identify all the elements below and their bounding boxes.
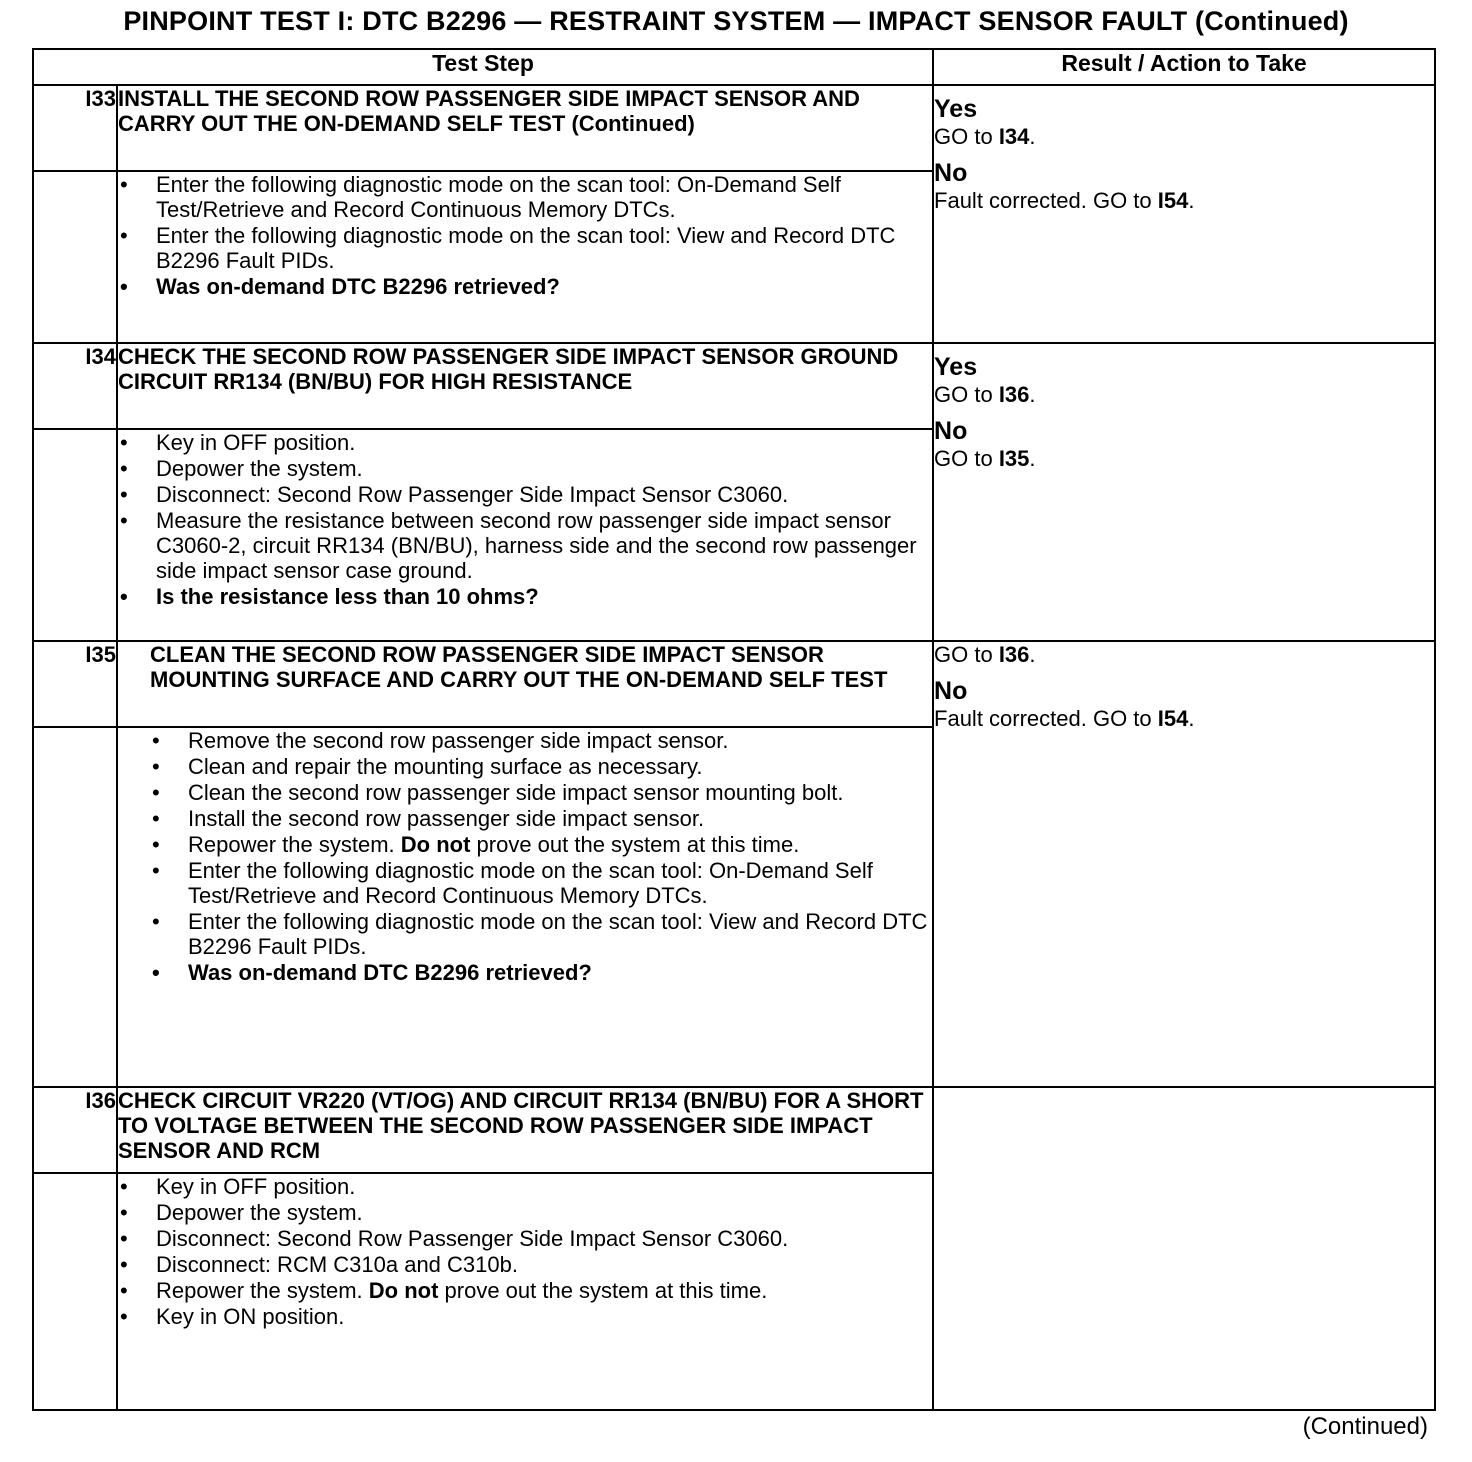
result-no-label: No	[934, 159, 968, 187]
result-yes-label: Yes	[934, 353, 978, 381]
step-number: I33	[33, 85, 117, 171]
list-item: • Repower the system. Do not prove out the system at this time.	[118, 1278, 932, 1303]
step-title: CHECK THE SECOND ROW PASSENGER SIDE IMPACT SENSOR GROUND CIRCUIT RR134 (BN/BU) FOR HIGH RESISTANCE	[117, 343, 933, 429]
step-body	[117, 727, 933, 1087]
result-no-label: No	[934, 417, 968, 445]
step-body	[117, 429, 933, 641]
result-no-action: GO to I35.	[934, 446, 1036, 471]
step-number: I34	[33, 343, 117, 429]
step-title: CLEAN THE SECOND ROW PASSENGER SIDE IMPACT SENSOR MOUNTING SURFACE AND CARRY OUT THE ON-DEMAND SELF TEST	[117, 641, 933, 727]
list-item: • Repower the system. Do not prove out the system at this time.	[150, 832, 932, 857]
pinpoint-test-table	[32, 48, 1436, 1411]
list-item: • Install the second row passenger side impact sensor.	[150, 806, 932, 831]
step-title-row	[33, 641, 1435, 727]
step-question: • Was on-demand DTC B2296 retrieved?	[118, 274, 932, 299]
step-number: I36	[33, 1087, 117, 1173]
list-item: • Clean and repair the mounting surface as necessary.	[150, 754, 932, 779]
step-body	[117, 1173, 933, 1410]
list-item: • Disconnect: Second Row Passenger Side Impact Sensor C3060.	[118, 482, 932, 507]
header-test-step: Test Step	[33, 49, 933, 85]
result-no-action: Fault corrected. GO to I54.	[934, 706, 1195, 731]
header-result: Result / Action to Take	[933, 49, 1435, 85]
result-yes-action: GO to I36.	[934, 642, 1036, 667]
list-item: • Disconnect: RCM C310a and C310b.	[118, 1252, 932, 1277]
list-item: • Key in OFF position.	[118, 430, 932, 455]
step-body	[117, 171, 933, 343]
list-item: • Enter the following diagnostic mode on the scan tool: View and Record DTC B2296 Fault PIDs.	[150, 909, 932, 959]
step-result	[933, 1087, 1435, 1410]
step-number: I35	[33, 641, 117, 727]
list-item: • Remove the second row passenger side impact sensor.	[150, 728, 932, 753]
step-title-row	[33, 1087, 1435, 1173]
step-result	[933, 641, 1435, 1087]
list-item: • Enter the following diagnostic mode on the scan tool: View and Record DTC B2296 Fault PIDs.	[118, 223, 932, 273]
list-item: • Disconnect: Second Row Passenger Side Impact Sensor C3060.	[118, 1226, 932, 1251]
table-header-row	[33, 49, 1435, 85]
continued-label: (Continued)	[1302, 1413, 1428, 1440]
list-item: • Clean the second row passenger side impact sensor mounting bolt.	[150, 780, 932, 805]
list-item: • Key in ON position.	[118, 1304, 932, 1329]
list-item: • Depower the system.	[118, 456, 932, 481]
step-question: • Was on-demand DTC B2296 retrieved?	[150, 960, 932, 985]
step-title: INSTALL THE SECOND ROW PASSENGER SIDE IMPACT SENSOR AND CARRY OUT THE ON-DEMAND SELF TEST (Continued)	[117, 85, 933, 171]
list-item: • Depower the system.	[118, 1200, 932, 1225]
list-item: • Key in OFF position.	[118, 1174, 932, 1199]
step-title-row	[33, 85, 1435, 171]
step-question: • Is the resistance less than 10 ohms?	[118, 584, 932, 609]
step-result	[933, 85, 1435, 343]
result-yes-label: Yes	[934, 95, 978, 123]
result-no-action: Fault corrected. GO to I54.	[934, 188, 1195, 213]
list-item: • Enter the following diagnostic mode on the scan tool: On-Demand Self Test/Retrieve and Record Continuous Memory DTCs.	[150, 858, 932, 908]
page-title: PINPOINT TEST I: DTC B2296 — RESTRAINT SYSTEM — IMPACT SENSOR FAULT (Continued)	[123, 6, 1349, 36]
step-title-row	[33, 343, 1435, 429]
result-no-label: No	[934, 677, 968, 705]
step-result	[933, 343, 1435, 641]
list-item: • Measure the resistance between second row passenger side impact sensor C3060-2, circuit RR134 (BN/BU), harness side and the second row passenger side impact sensor case ground.	[118, 508, 932, 583]
result-yes-action: GO to I34.	[934, 124, 1036, 149]
list-item: • Enter the following diagnostic mode on the scan tool: On-Demand Self Test/Retrieve and Record Continuous Memory DTCs.	[118, 172, 932, 222]
result-yes-action: GO to I36.	[934, 382, 1036, 407]
step-title: CHECK CIRCUIT VR220 (VT/OG) AND CIRCUIT RR134 (BN/BU) FOR A SHORT TO VOLTAGE BETWEEN THE SECOND ROW PASSENGER SIDE IMPACT SENSOR AND RCM	[117, 1087, 933, 1173]
